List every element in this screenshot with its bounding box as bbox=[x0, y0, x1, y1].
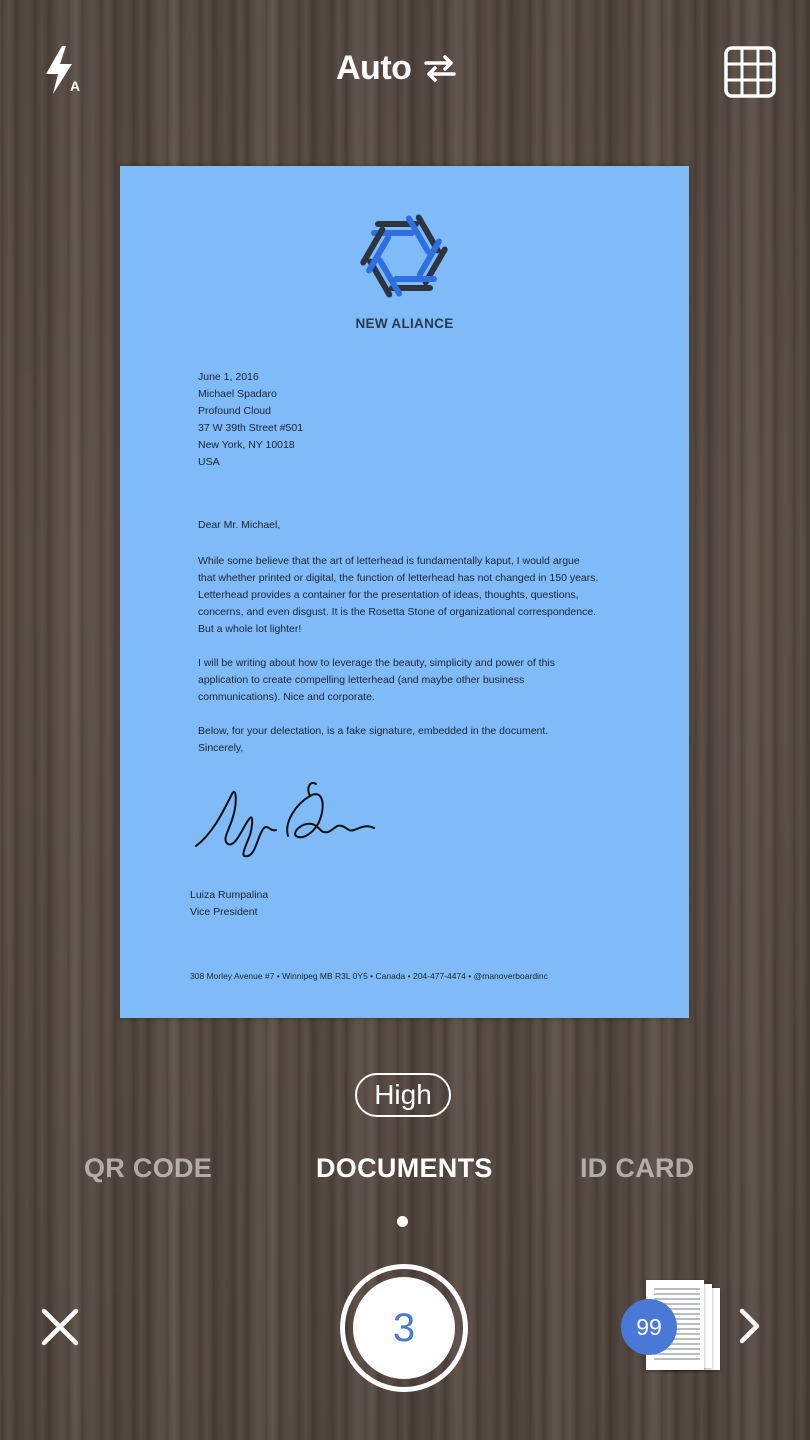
captured-count: 3 bbox=[392, 1305, 416, 1350]
document-preview bbox=[120, 166, 689, 1018]
letterhead-footer: 308 Morley Avenue #7 • Winnipeg MB R3L 0Y5 • Canada • 204-477-4474 • @manoverboardinc bbox=[190, 971, 548, 981]
scanned-count-label: 99 bbox=[636, 1313, 662, 1340]
address-line: 37 W 39th Street #501 bbox=[198, 422, 304, 434]
next-button[interactable] bbox=[734, 1304, 766, 1348]
signer-title: Vice President bbox=[190, 906, 258, 918]
active-tab-indicator bbox=[397, 1216, 408, 1227]
paragraph-line: Below, for your delectation, is a fake signature, embedded in the document. bbox=[198, 725, 549, 737]
scanned-count-badge[interactable] bbox=[621, 1299, 677, 1355]
paragraph-line: communications). Nice and corporate. bbox=[198, 691, 375, 703]
address-line: June 1, 2016 bbox=[198, 371, 259, 383]
paragraph-line: application to create compelling letterhead (and maybe other business bbox=[198, 674, 525, 686]
grid-icon bbox=[722, 44, 778, 100]
address-line: Michael Spadaro bbox=[198, 388, 277, 400]
address-line: Profound Cloud bbox=[198, 405, 271, 417]
recipient-address bbox=[198, 369, 303, 471]
paragraph-line: Letterhead provides a container for the presentation of ideas, thoughts, questions, bbox=[198, 589, 579, 601]
paragraph-3 bbox=[198, 723, 548, 757]
capture-mode-toggle[interactable] bbox=[336, 46, 457, 90]
close-button[interactable] bbox=[38, 1305, 82, 1349]
paragraph-line: I will be writing about how to leverage the beauty, simplicity and power of this bbox=[198, 657, 555, 669]
swap-arrows-icon bbox=[423, 54, 457, 82]
flash-auto-badge: A bbox=[70, 78, 81, 94]
flash-mode-button[interactable] bbox=[40, 44, 88, 96]
brand-name: NEW ALIANCE bbox=[355, 316, 454, 331]
new-aliance-logo bbox=[354, 206, 454, 306]
shutter-button[interactable] bbox=[340, 1264, 468, 1392]
address-line: New York, NY 10018 bbox=[198, 439, 295, 451]
signer-block bbox=[190, 887, 268, 921]
capture-mode-label: Auto bbox=[336, 48, 412, 87]
grid-toggle-button[interactable] bbox=[722, 44, 778, 100]
paragraph-line: that whether printed or digital, the function of letterhead has not changed in 150 years. bbox=[198, 572, 599, 584]
salutation: Dear Mr. Michael, bbox=[198, 519, 281, 531]
paragraph-2 bbox=[198, 655, 555, 706]
tab-qr-code[interactable]: QR CODE bbox=[84, 1153, 213, 1183]
signer-name: Luiza Rumpalina bbox=[190, 889, 269, 901]
close-icon bbox=[38, 1305, 82, 1349]
quality-toggle-button[interactable] bbox=[355, 1073, 451, 1117]
paragraph-line: While some believe that the art of letterhead is fundamentally kaput, I would argue bbox=[198, 555, 580, 567]
chevron-right-icon bbox=[734, 1304, 766, 1348]
paragraph-line: concerns, and even disgust. It is the Rosetta Stone of organizational correspondence. bbox=[198, 606, 597, 618]
handwritten-signature bbox=[192, 774, 392, 864]
paragraph-1 bbox=[198, 553, 598, 638]
quality-label: High bbox=[374, 1079, 432, 1110]
paragraph-line: Sincerely, bbox=[198, 742, 244, 754]
address-line: USA bbox=[198, 456, 220, 468]
paragraph-line: But a whole lot lighter! bbox=[198, 623, 302, 635]
shutter-inner bbox=[353, 1277, 455, 1379]
tab-documents[interactable]: DOCUMENTS bbox=[316, 1153, 493, 1183]
tab-id-card[interactable]: ID CARD bbox=[580, 1153, 695, 1183]
